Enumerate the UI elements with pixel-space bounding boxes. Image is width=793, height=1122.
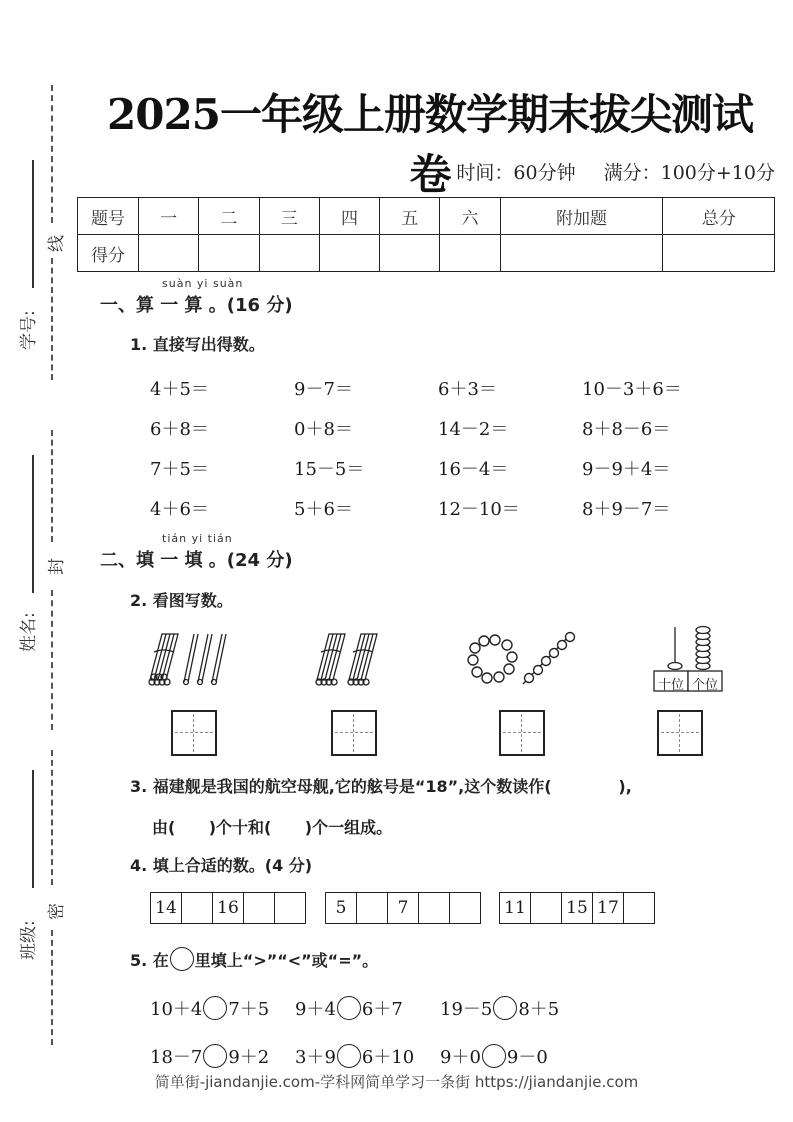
class-label: 班级: xyxy=(19,920,39,960)
seal-dashed-line xyxy=(51,85,53,223)
score-cell[interactable] xyxy=(319,235,379,272)
stick-bundles-icon xyxy=(315,630,395,690)
header-cell: 六 xyxy=(440,198,500,235)
q3-line2: 由( )个十和( )个一组成。 xyxy=(152,818,393,837)
header-cell: 五 xyxy=(380,198,440,235)
compare-left: 9＋4 xyxy=(295,999,336,1020)
calc-item[interactable]: 4＋5＝ xyxy=(150,379,209,400)
q4-title: 4. 填上合适的数。(4 分) xyxy=(130,856,313,875)
score-table-header-row xyxy=(78,198,775,235)
seq-cell: 5 xyxy=(326,893,357,923)
seal-dashed-line xyxy=(51,430,53,542)
seq-blank-cell[interactable] xyxy=(531,893,562,923)
seq-blank-cell[interactable] xyxy=(450,893,480,923)
calc-item[interactable]: 8＋9－7＝ xyxy=(582,499,671,520)
answer-box-1[interactable] xyxy=(171,710,217,756)
compare-item xyxy=(150,1043,295,1069)
compare-item xyxy=(295,995,440,1021)
compare-left: 10＋4 xyxy=(150,999,203,1020)
q5-title-prefix: 5. 在 xyxy=(130,950,169,970)
compare-item xyxy=(440,1043,590,1069)
calc-item[interactable]: 0＋8＝ xyxy=(294,419,353,440)
calc-row xyxy=(150,368,750,408)
name-label: 姓名: xyxy=(19,612,39,652)
calc-row xyxy=(150,408,750,448)
compare-left: 9＋0 xyxy=(440,1047,481,1068)
seq-blank-cell[interactable] xyxy=(182,893,213,923)
compare-right: 7＋5 xyxy=(228,999,270,1020)
number-sequence-3 xyxy=(499,892,655,924)
seq-blank-cell[interactable] xyxy=(624,893,654,923)
student-id-write-line[interactable] xyxy=(32,160,34,288)
compare-circle[interactable] xyxy=(493,996,517,1020)
seal-dashed-line xyxy=(51,750,53,885)
compare-right: 6＋7 xyxy=(361,999,403,1020)
q3-line1: 3. 福建舰是我国的航空母舰,它的舷号是“18”,这个数读作( ), xyxy=(130,777,632,796)
answer-box-4[interactable] xyxy=(657,710,703,756)
score-cell[interactable] xyxy=(259,235,319,272)
watermark-footer: 简单街-jiandanjie.com-学科网简单学习一条街 https://jiandanjie.com xyxy=(154,1073,639,1091)
q5-title xyxy=(130,947,378,971)
seq-blank-cell[interactable] xyxy=(357,893,388,923)
score-cell[interactable] xyxy=(440,235,500,272)
section2-title: 二、填 一 填 。(24 分) xyxy=(100,550,293,571)
calc-item[interactable]: 4＋6＝ xyxy=(150,499,209,520)
compare-right: 9＋2 xyxy=(228,1047,270,1068)
answer-box-2[interactable] xyxy=(331,710,377,756)
q5-title-suffix: 里填上“>”“<”或“=”。 xyxy=(194,950,379,970)
full-score: 满分：100分+10分 xyxy=(603,162,775,184)
seal-dashed-line xyxy=(51,258,53,380)
calc-item[interactable]: 15－5＝ xyxy=(294,459,365,480)
calc-row xyxy=(150,448,750,488)
compare-left: 3＋9 xyxy=(295,1047,336,1068)
header-cell: 题号 xyxy=(78,198,139,235)
student-id-label: 学号: xyxy=(19,310,39,350)
compare-right: 6＋10 xyxy=(361,1047,415,1068)
calc-item[interactable]: 10－3＋6＝ xyxy=(582,379,682,400)
exam-meta xyxy=(434,158,775,185)
seq-cell: 15 xyxy=(562,893,593,923)
header-cell: 三 xyxy=(259,198,319,235)
compare-circle[interactable] xyxy=(337,996,361,1020)
score-table xyxy=(77,197,775,272)
score-cell[interactable] xyxy=(380,235,440,272)
page-title: 2025一年级上册数学期末拔尖测试卷 xyxy=(107,90,753,199)
calc-item[interactable]: 7＋5＝ xyxy=(150,459,209,480)
header-cell: 一 xyxy=(139,198,199,235)
seq-cell: 7 xyxy=(388,893,419,923)
compare-item xyxy=(295,1043,440,1069)
circle-icon xyxy=(170,947,194,971)
calc-item[interactable]: 8＋8－6＝ xyxy=(582,419,671,440)
section1-pinyin: suàn yi suàn xyxy=(162,277,244,290)
seal-mark-secret: 密 xyxy=(47,903,67,920)
header-cell: 四 xyxy=(319,198,379,235)
q5-compare-grid xyxy=(150,984,710,1080)
compare-circle[interactable] xyxy=(337,1044,361,1068)
score-cell[interactable] xyxy=(199,235,259,272)
compare-circle[interactable] xyxy=(203,1044,227,1068)
class-write-line[interactable] xyxy=(32,770,34,888)
compare-circle[interactable] xyxy=(482,1044,506,1068)
q1-title: 1. 直接写出得数。 xyxy=(130,335,265,354)
compare-item xyxy=(150,995,295,1021)
number-sequence-2 xyxy=(325,892,481,924)
seq-cell: 17 xyxy=(593,893,624,923)
compare-left: 18－7 xyxy=(150,1047,203,1068)
binding-margin xyxy=(0,0,80,1122)
score-table-score-row xyxy=(78,235,775,272)
time-limit: 时间：60分钟 xyxy=(456,162,576,184)
score-row-label: 得分 xyxy=(78,235,139,272)
stick-bundle-icon xyxy=(148,630,238,690)
header-cell: 总分 xyxy=(663,198,775,235)
compare-item xyxy=(440,995,590,1021)
answer-box-3[interactable] xyxy=(499,710,545,756)
seal-mark-seal: 封 xyxy=(47,558,67,575)
score-cell[interactable] xyxy=(139,235,199,272)
ones-place-label: 个位 xyxy=(691,678,718,693)
seq-cell: 14 xyxy=(151,893,182,923)
seq-blank-cell[interactable] xyxy=(419,893,450,923)
q1-calc-grid xyxy=(150,368,750,528)
calc-item[interactable]: 12－10＝ xyxy=(438,499,520,520)
seal-dashed-line xyxy=(51,930,53,1045)
header-cell: 二 xyxy=(199,198,259,235)
compare-right: 9－0 xyxy=(506,1047,548,1068)
calc-row xyxy=(150,488,750,528)
seq-blank-cell[interactable] xyxy=(244,893,275,923)
calc-item[interactable]: 14－2＝ xyxy=(438,419,509,440)
header-cell: 附加题 xyxy=(500,198,663,235)
compare-row xyxy=(150,984,710,1032)
compare-circle[interactable] xyxy=(203,996,227,1020)
section2-pinyin: tián yi tián xyxy=(162,532,233,545)
tens-place-label: 十位 xyxy=(657,678,684,693)
calc-item[interactable]: 16－4＝ xyxy=(438,459,509,480)
score-cell[interactable] xyxy=(500,235,663,272)
calc-item[interactable]: 9－7＝ xyxy=(294,379,353,400)
name-write-line[interactable] xyxy=(32,455,34,593)
bead-necklace-icon xyxy=(465,630,580,690)
compare-right: 8＋5 xyxy=(518,999,560,1020)
seq-blank-cell[interactable] xyxy=(275,893,305,923)
seq-cell: 11 xyxy=(500,893,531,923)
section1-title: 一、算 一 算 。(16 分) xyxy=(100,295,293,316)
score-cell[interactable] xyxy=(663,235,775,272)
calc-item[interactable]: 5＋6＝ xyxy=(294,499,353,520)
seal-mark-line: 线 xyxy=(47,235,67,252)
q2-title: 2. 看图写数。 xyxy=(130,591,233,610)
seal-dashed-line xyxy=(51,590,53,730)
number-sequence-1 xyxy=(150,892,306,924)
calc-item[interactable]: 6＋3＝ xyxy=(438,379,497,400)
compare-left: 19－5 xyxy=(440,999,493,1020)
calc-item[interactable]: 6＋8＝ xyxy=(150,419,209,440)
calc-item[interactable]: 9－9＋4＝ xyxy=(582,459,671,480)
seq-cell: 16 xyxy=(213,893,244,923)
